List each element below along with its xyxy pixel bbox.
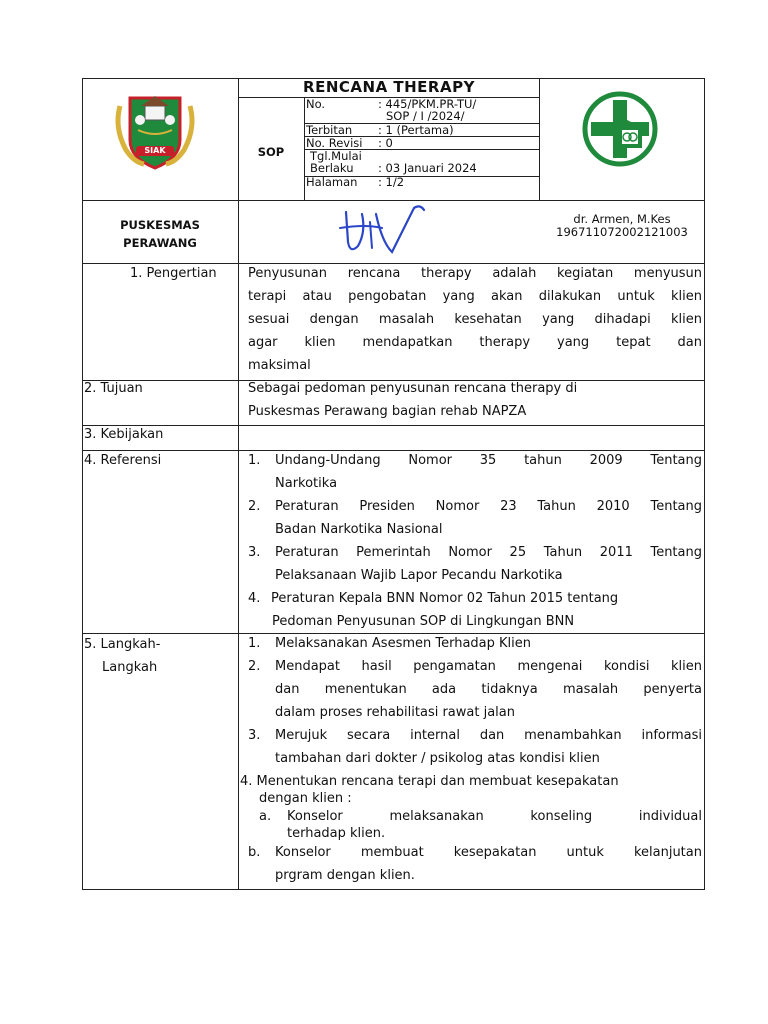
referensi-num: 3. [248, 545, 261, 560]
langkah-step: 4. Menentukan rencana terapi dan membuat kesepakatan [240, 774, 619, 789]
org-name-line2: PERAWANG [123, 236, 197, 250]
label-langkah-cont: Langkah [102, 660, 158, 675]
label-referensi: 4. Referensi [84, 453, 162, 468]
pengertian-line: terapi atau pengobatan yang akan dilakukan untuk klien [248, 289, 702, 304]
puskesmas-logo [580, 90, 660, 168]
langkah-sub-step-cont: prgram dengan klien. [275, 868, 415, 883]
pengertian-line: Penyusunan rencana therapy adalah kegiatan menyusun [248, 266, 702, 281]
langkah-step: Melaksanakan Asesmen Terhadap Klien [275, 636, 532, 651]
langkah-step-cont: dengan klien : [259, 791, 352, 806]
meta-tgl-key: Tgl.Mulai [310, 149, 362, 163]
meta-revisi-key: No. Revisi [306, 136, 363, 150]
siak-logo-text: SIAK [144, 146, 166, 155]
signature [336, 202, 436, 260]
referensi-item: Peraturan Pemerintah Nomor 25 Tahun 2011 Tentang [275, 545, 702, 560]
langkah-sub-step-cont: terhadap klien. [287, 826, 386, 841]
referensi-item: Peraturan Presiden Nomor 23 Tahun 2010 Tentang [275, 499, 702, 514]
meta-revisi-value: : 0 [378, 136, 393, 150]
signer-nip: 196711072002121003 [556, 225, 688, 239]
meta-tgl-key-cont: Berlaku [310, 161, 354, 175]
meta-halaman-value: : 1/2 [378, 175, 405, 189]
langkah-num: 3. [248, 728, 261, 743]
langkah-step-cont: tambahan dari dokter / psikolog atas kondisi klien [275, 751, 600, 766]
referensi-item-cont: Badan Narkotika Nasional [275, 522, 443, 537]
langkah-step-cont: dan menentukan ada tidaknya masalah penyerta [275, 682, 702, 697]
meta-no-value: : 445/PKM.PR-TU/ [378, 97, 477, 111]
meta-terbitan-key: Terbitan [306, 123, 353, 137]
langkah-sub-num: a. [259, 809, 272, 824]
tujuan-line: Sebagai pedoman penyusunan rencana therapy di [248, 381, 578, 396]
langkah-sub-step: Konselor melaksanakan konseling individual [287, 809, 702, 824]
row-line [82, 425, 705, 426]
sop-label: SOP [257, 145, 285, 159]
pengertian-line: sesuai dengan masalah kesehatan yang dihadapi klien [248, 312, 702, 327]
tujuan-line: Puskesmas Perawang bagian rehab NAPZA [248, 404, 527, 419]
pengertian-line: agar klien mendapatkan therapy yang tepat dan [248, 335, 702, 350]
label-langkah: 5. Langkah- [84, 637, 161, 652]
referensi-num: 2. [248, 499, 261, 514]
signer-name: dr. Armen, M.Kes [573, 212, 671, 226]
table-border-bottom [82, 889, 705, 890]
langkah-num: 1. [248, 636, 261, 651]
label-pengertian: 1. Pengertian [130, 266, 217, 281]
siak-logo [110, 88, 200, 172]
langkah-num: 2. [248, 659, 261, 674]
meta-terbitan-value: : 1 (Pertama) [378, 123, 454, 137]
label-tujuan: 2. Tujuan [84, 381, 143, 396]
label-kebijakan: 3. Kebijakan [84, 427, 164, 442]
langkah-sub-step: Konselor membuat kesepakatan untuk kelanjutan [275, 845, 702, 860]
meta-halaman-key: Halaman [306, 175, 358, 189]
referensi-num: 1. [248, 453, 261, 468]
langkah-step-cont: dalam proses rehabilitasi rawat jalan [275, 705, 515, 720]
referensi-item-cont: Pelaksanaan Wajib Lapor Pecandu Narkotika [275, 568, 563, 583]
header-bottom-line [82, 200, 705, 201]
meta-no-key: No. [306, 97, 326, 111]
org-name-line1: PUSKESMAS [120, 218, 200, 232]
langkah-step: Mendapat hasil pengamatan mengenai kondisi klien [275, 659, 702, 674]
document-title: RENCANA THERAPY [303, 78, 475, 96]
referensi-num: 4. [248, 591, 261, 606]
langkah-sub-num: b. [248, 845, 261, 860]
meta-no-value-cont: SOP / I /2024/ [386, 109, 465, 123]
referensi-item-cont: Narkotika [275, 476, 338, 491]
referensi-item-cont: Pedoman Penyusunan SOP di Lingkungan BNN [272, 614, 575, 629]
langkah-step: Merujuk secara internal dan menambahkan informasi [275, 728, 702, 743]
referensi-item: Peraturan Kepala BNN Nomor 02 Tahun 2015 tentang [271, 591, 619, 606]
pengertian-line: maksimal [248, 358, 311, 373]
meta-tgl-value: : 03 Januari 2024 [378, 161, 477, 175]
referensi-item: Undang-Undang Nomor 35 tahun 2009 Tentang [275, 453, 702, 468]
